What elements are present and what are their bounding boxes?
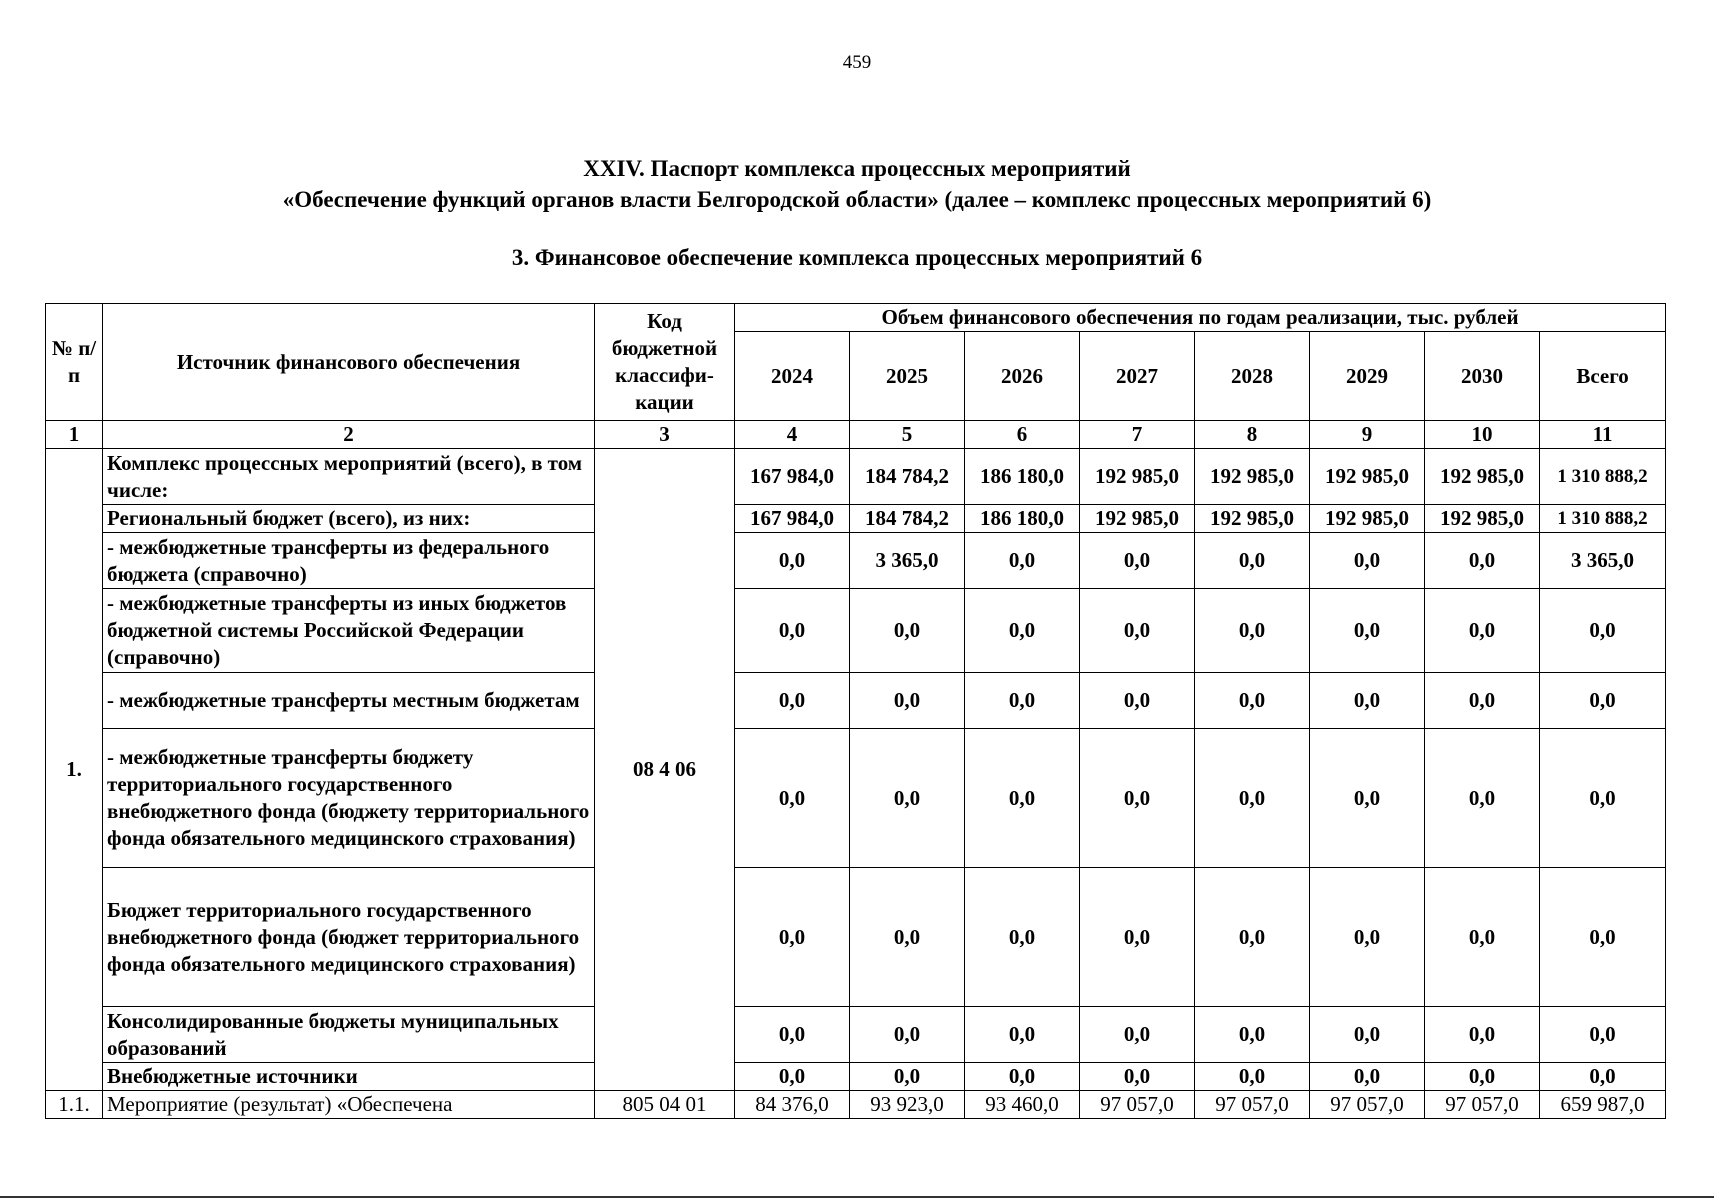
value-cell: 0,0 — [965, 729, 1080, 868]
value-cell: 97 057,0 — [1080, 1091, 1195, 1119]
header-total: Всего — [1540, 332, 1666, 421]
col-number: 3 — [595, 421, 735, 449]
value-cell: 192 985,0 — [1310, 449, 1425, 505]
header-code: Код бюджетной классифи-кации — [595, 304, 735, 421]
header-year-2026: 2026 — [965, 332, 1080, 421]
table-row — [46, 1063, 1666, 1091]
row-source-label: - межбюджетные трансферты из федерального бюджета (справочно) — [103, 533, 595, 589]
value-cell: 0,0 — [850, 729, 965, 868]
total-cell: 659 987,0 — [1540, 1091, 1666, 1119]
value-cell: 0,0 — [1425, 729, 1540, 868]
total-cell: 1 310 888,2 — [1540, 505, 1666, 533]
table-row — [46, 449, 1666, 505]
total-cell: 0,0 — [1540, 1007, 1666, 1063]
col-number: 5 — [850, 421, 965, 449]
value-cell: 186 180,0 — [965, 505, 1080, 533]
total-cell: 1 310 888,2 — [1540, 449, 1666, 505]
value-cell: 0,0 — [735, 673, 850, 729]
header-num: № п/п — [46, 304, 103, 421]
value-cell: 192 985,0 — [1310, 505, 1425, 533]
row-source-label: Бюджет территориального государственного внебюджетного фонда (бюджет территориального фонда обязательного медицинского страхования) — [103, 868, 595, 1007]
value-cell: 0,0 — [735, 1063, 850, 1091]
header-row-1 — [46, 304, 1666, 332]
col-number: 10 — [1425, 421, 1540, 449]
value-cell: 0,0 — [1195, 729, 1310, 868]
total-cell: 0,0 — [1540, 673, 1666, 729]
table-row — [46, 589, 1666, 673]
value-cell: 0,0 — [1080, 673, 1195, 729]
value-cell: 0,0 — [1310, 729, 1425, 868]
table-row — [46, 729, 1666, 868]
value-cell: 184 784,2 — [850, 449, 965, 505]
row-code: 805 04 01 — [595, 1091, 735, 1119]
value-cell: 97 057,0 — [1310, 1091, 1425, 1119]
table-row — [46, 533, 1666, 589]
row-source-label: - межбюджетные трансферты местным бюджетам — [103, 673, 595, 729]
header-year-2027: 2027 — [1080, 332, 1195, 421]
value-cell: 0,0 — [1310, 1063, 1425, 1091]
value-cell: 3 365,0 — [850, 533, 965, 589]
value-cell: 0,0 — [735, 589, 850, 673]
value-cell: 0,0 — [965, 589, 1080, 673]
value-cell: 192 985,0 — [1195, 505, 1310, 533]
row-source-label: Консолидированные бюджеты муниципальных образований — [103, 1007, 595, 1063]
row-source-label: Комплекс процессных мероприятий (всего), в том числе: — [103, 449, 595, 505]
value-cell: 0,0 — [850, 589, 965, 673]
row-group-num: 1. — [46, 449, 103, 1091]
column-number-row — [46, 421, 1666, 449]
value-cell: 0,0 — [1195, 533, 1310, 589]
value-cell: 186 180,0 — [965, 449, 1080, 505]
value-cell: 0,0 — [735, 729, 850, 868]
value-cell: 167 984,0 — [735, 505, 850, 533]
value-cell: 93 460,0 — [965, 1091, 1080, 1119]
value-cell: 0,0 — [1425, 868, 1540, 1007]
bottom-edge-line — [0, 1196, 1714, 1198]
total-cell: 0,0 — [1540, 868, 1666, 1007]
value-cell: 0,0 — [1080, 729, 1195, 868]
value-cell: 192 985,0 — [1195, 449, 1310, 505]
value-cell: 0,0 — [850, 868, 965, 1007]
value-cell: 0,0 — [1195, 589, 1310, 673]
header-volume: Объем финансового обеспечения по годам реализации, тыс. рублей — [735, 304, 1666, 332]
value-cell: 0,0 — [1310, 868, 1425, 1007]
row-group-code: 08 4 06 — [595, 449, 735, 1091]
section-title: 3. Финансовое обеспечение комплекса процессных мероприятий 6 — [511, 245, 1203, 270]
total-cell: 3 365,0 — [1540, 533, 1666, 589]
document-subtitle: «Обеспечение функций органов власти Белгородской области» (далее – комплекс процессных мероприятий 6) — [282, 187, 1432, 212]
row-source-label: Внебюджетные источники — [103, 1063, 595, 1091]
value-cell: 0,0 — [1080, 1007, 1195, 1063]
value-cell: 0,0 — [850, 673, 965, 729]
table-row — [46, 673, 1666, 729]
col-number: 7 — [1080, 421, 1195, 449]
value-cell: 0,0 — [965, 1063, 1080, 1091]
value-cell: 0,0 — [1310, 673, 1425, 729]
document-title: XXIV. Паспорт комплекса процессных мероприятий — [583, 156, 1131, 181]
value-cell: 0,0 — [1195, 1063, 1310, 1091]
col-number: 6 — [965, 421, 1080, 449]
value-cell: 0,0 — [965, 533, 1080, 589]
header-year-2028: 2028 — [1195, 332, 1310, 421]
value-cell: 0,0 — [1425, 589, 1540, 673]
value-cell: 0,0 — [1310, 533, 1425, 589]
col-number: 8 — [1195, 421, 1310, 449]
row-source-label: - межбюджетные трансферты бюджету территориального государственного внебюджетного фонда (бюджету территориального фонда обязательного медицинского страхования) — [103, 729, 595, 868]
header-year-2025: 2025 — [850, 332, 965, 421]
value-cell: 0,0 — [735, 868, 850, 1007]
row-source-label: Региональный бюджет (всего), из них: — [103, 505, 595, 533]
row-source-label: - межбюджетные трансферты из иных бюджетов бюджетной системы Российской Федерации (справочно) — [103, 589, 595, 673]
value-cell: 0,0 — [1195, 868, 1310, 1007]
value-cell: 93 923,0 — [850, 1091, 965, 1119]
value-cell: 0,0 — [735, 533, 850, 589]
value-cell: 0,0 — [850, 1063, 965, 1091]
header-year-2030: 2030 — [1425, 332, 1540, 421]
row-num: 1.1. — [46, 1091, 103, 1119]
value-cell: 192 985,0 — [1080, 505, 1195, 533]
value-cell: 0,0 — [1195, 1007, 1310, 1063]
value-cell: 0,0 — [735, 1007, 850, 1063]
value-cell: 84 376,0 — [735, 1091, 850, 1119]
value-cell: 0,0 — [1080, 1063, 1195, 1091]
value-cell: 192 985,0 — [1080, 449, 1195, 505]
value-cell: 0,0 — [1425, 673, 1540, 729]
value-cell: 0,0 — [850, 1007, 965, 1063]
value-cell: 0,0 — [965, 868, 1080, 1007]
value-cell: 0,0 — [1195, 673, 1310, 729]
header-source: Источник финансового обеспечения — [103, 304, 595, 421]
col-number: 2 — [103, 421, 595, 449]
table-row — [46, 1007, 1666, 1063]
total-cell: 0,0 — [1540, 589, 1666, 673]
value-cell: 0,0 — [1425, 1063, 1540, 1091]
header-year-2024: 2024 — [735, 332, 850, 421]
value-cell: 97 057,0 — [1425, 1091, 1540, 1119]
page-number: 459 — [842, 52, 872, 73]
header-year-2029: 2029 — [1310, 332, 1425, 421]
value-cell: 0,0 — [1080, 533, 1195, 589]
value-cell: 167 984,0 — [735, 449, 850, 505]
total-cell: 0,0 — [1540, 729, 1666, 868]
row-source-label: Мероприятие (результат) «Обеспечена — [103, 1091, 595, 1119]
value-cell: 97 057,0 — [1195, 1091, 1310, 1119]
table-row — [46, 868, 1666, 1007]
value-cell: 0,0 — [1310, 589, 1425, 673]
value-cell: 0,0 — [1425, 533, 1540, 589]
col-number: 9 — [1310, 421, 1425, 449]
value-cell: 0,0 — [1080, 868, 1195, 1007]
value-cell: 0,0 — [965, 1007, 1080, 1063]
value-cell: 192 985,0 — [1425, 505, 1540, 533]
col-number: 1 — [46, 421, 103, 449]
value-cell: 0,0 — [1080, 589, 1195, 673]
col-number: 4 — [735, 421, 850, 449]
value-cell: 0,0 — [1425, 1007, 1540, 1063]
financing-table — [45, 303, 1666, 1119]
table-row — [46, 505, 1666, 533]
col-number: 11 — [1540, 421, 1666, 449]
value-cell: 0,0 — [1310, 1007, 1425, 1063]
table-row — [46, 1091, 1666, 1119]
value-cell: 184 784,2 — [850, 505, 965, 533]
value-cell: 0,0 — [965, 673, 1080, 729]
value-cell: 192 985,0 — [1425, 449, 1540, 505]
total-cell: 0,0 — [1540, 1063, 1666, 1091]
